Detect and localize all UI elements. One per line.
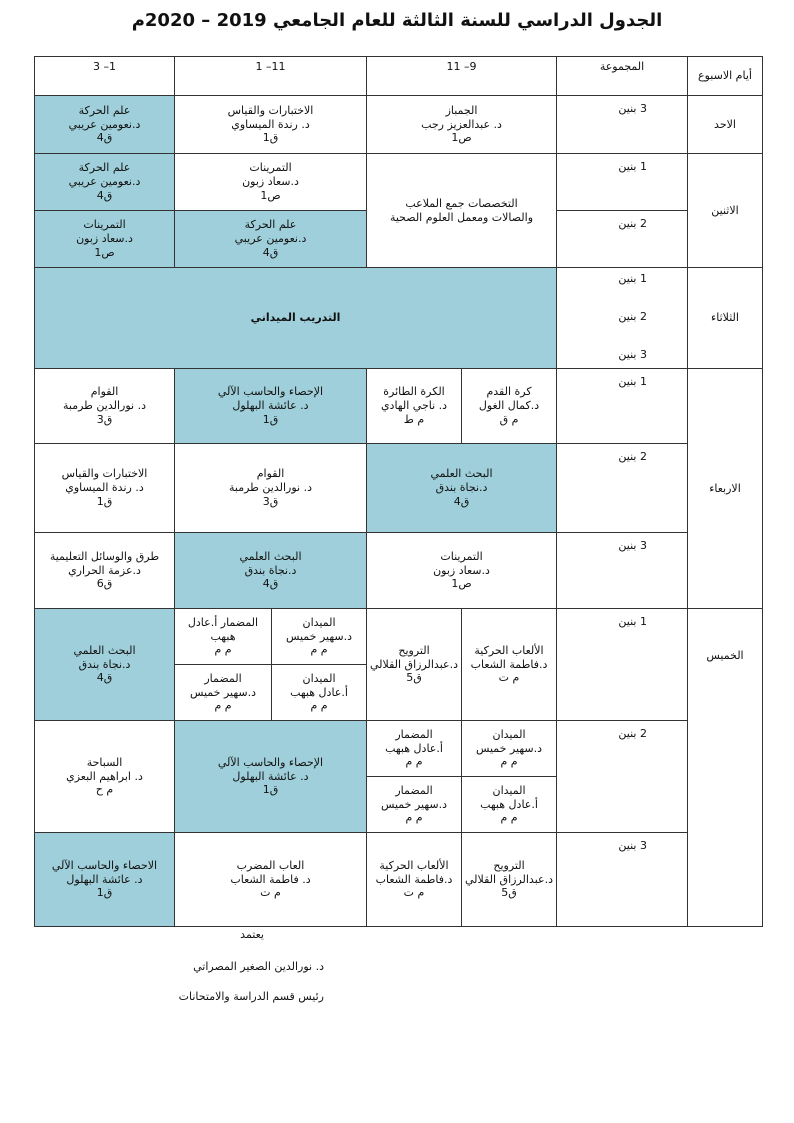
page-title: الجدول الدراسي للسنة الثالثة للعام الجامعي 2019 – 2020م — [131, 10, 663, 31]
day-sunday: الاحد — [688, 96, 763, 154]
group-label: 2 بنين — [557, 721, 688, 833]
class-cell: الألعاب الحركية د.فاطمة الشعاب م ت — [462, 609, 557, 721]
class-cell: الجمباز د. عبدالعزيز رجب ص1 — [367, 96, 557, 154]
row-sunday — [35, 96, 763, 154]
class-cell: الإحصاء والحاسب الآلي د. عائشة البهلول ق1 — [175, 369, 367, 444]
header-slot-9-11: 9– 11 — [367, 57, 557, 96]
class-cell: البحث العلمي د.نجاة بندق ق4 — [175, 533, 367, 609]
field-training-cell: التدريب الميداني — [35, 268, 557, 369]
group-label: 2 بنين — [557, 444, 688, 533]
header-slot-11-1: 11– 1 — [175, 57, 367, 96]
day-monday: الاثنين — [688, 154, 763, 268]
class-cell: علم الحركة د.نعومين عريبي ق4 — [175, 211, 367, 268]
row-monday-1 — [35, 154, 763, 211]
row-wednesday-2 — [35, 444, 763, 533]
class-cell: الميدان د.سهير خميس م م — [462, 721, 557, 777]
group-list: 1 بنين 2 بنين 3 بنين — [557, 268, 688, 369]
row-thursday-2a — [35, 721, 763, 777]
class-cell: الترويح د.عبدالرزاق القلالي ق5 — [367, 609, 462, 721]
class-cell: علم الحركة د.نعومين عريبي ق4 — [35, 154, 175, 211]
class-cell: الاختبارات والقياس د. رندة الميساوي ق1 — [35, 444, 175, 533]
class-cell: السباحة د. ابراهيم البعزي م ح — [35, 721, 175, 833]
class-cell: الميدان أ.عادل هبهب م م — [272, 665, 367, 721]
class-cell: المضمار أ.عادل هبهب م م — [175, 609, 272, 665]
class-cell: الألعاب الحركية د.فاطمة الشعاب م ت — [367, 833, 462, 927]
class-cell: المضمار د.سهير خميس م م — [367, 777, 462, 833]
class-cell: الميدان أ.عادل هبهب م م — [462, 777, 557, 833]
class-cell: العاب المضرب د. فاطمة الشعاب م ت — [175, 833, 367, 927]
group-label: 1 بنين — [557, 154, 688, 211]
group-label: 3 بنين — [557, 833, 688, 927]
class-cell: الكرة الطائرة د. ناجي الهادي م ط — [367, 369, 462, 444]
class-cell: التمرينات د.سعاد زبون ص1 — [175, 154, 367, 211]
class-cell: الاختبارات والقياس د. رندة الميساوي ق1 — [175, 96, 367, 154]
class-cell: الإحصاء والحاسب الآلي د. عائشة البهلول ق1 — [175, 721, 367, 833]
class-cell: الاحصاء والحاسب الآلي د. عائشة البهلول ق1 — [35, 833, 175, 927]
signatory-name: د. نورالدين الصغير المصراتي — [193, 960, 324, 973]
group-label: 1 بنين — [557, 609, 688, 721]
header-group: المجموعة — [557, 57, 688, 96]
group-label: 3 بنين — [557, 96, 688, 154]
class-cell: التمرينات د.سعاد زبون ص1 — [35, 211, 175, 268]
row-wednesday-3 — [35, 533, 763, 609]
signatory-role: رئيس قسم الدراسة والامتحانات — [178, 990, 324, 1003]
group-label: 3 بنين — [557, 533, 688, 609]
schedule-table — [34, 56, 763, 927]
day-thursday: الخميس — [688, 609, 763, 927]
class-cell: التخصصات جمع الملاعب والصالات ومعمل العلوم الصحية — [367, 154, 557, 268]
day-tuesday: الثلاثاء — [688, 268, 763, 369]
class-cell: البحث العلمي د.نجاة بندق ق4 — [35, 609, 175, 721]
class-cell: القوام د. نورالدين طرمبة ق3 — [35, 369, 175, 444]
class-cell: التمرينات د.سعاد زبون ص1 — [367, 533, 557, 609]
group-label: 1 بنين — [557, 369, 688, 444]
row-thursday-1a — [35, 609, 763, 665]
row-wednesday-1 — [35, 369, 763, 444]
row-tuesday — [35, 268, 763, 369]
class-cell: طرق والوسائل التعليمية د.عزمة الحراري ق6 — [35, 533, 175, 609]
day-wednesday: الاربعاء — [688, 369, 763, 609]
class-cell: المضمار أ.عادل هبهب م م — [367, 721, 462, 777]
class-cell: الميدان د.سهير خميس م م — [272, 609, 367, 665]
header-slot-1-3: 1– 3 — [35, 57, 175, 96]
class-cell: علم الحركة د.نعومين عريبي ق4 — [35, 96, 175, 154]
row-thursday-3 — [35, 833, 763, 927]
class-cell: كرة القدم د.كمال الغول م ق — [462, 369, 557, 444]
class-cell: البحث العلمي د.نجاة بندق ق4 — [367, 444, 557, 533]
approval-label: يعتمد — [240, 928, 264, 941]
header-days: أيام الاسبوع — [688, 57, 763, 96]
class-cell: الترويح د.عبدالرزاق القلالي ق5 — [462, 833, 557, 927]
class-cell: القوام د. نورالدين طرمبة ق3 — [175, 444, 367, 533]
class-cell: المضمار د.سهير خميس م م — [175, 665, 272, 721]
header-row — [35, 57, 763, 96]
group-label: 2 بنين — [557, 211, 688, 268]
